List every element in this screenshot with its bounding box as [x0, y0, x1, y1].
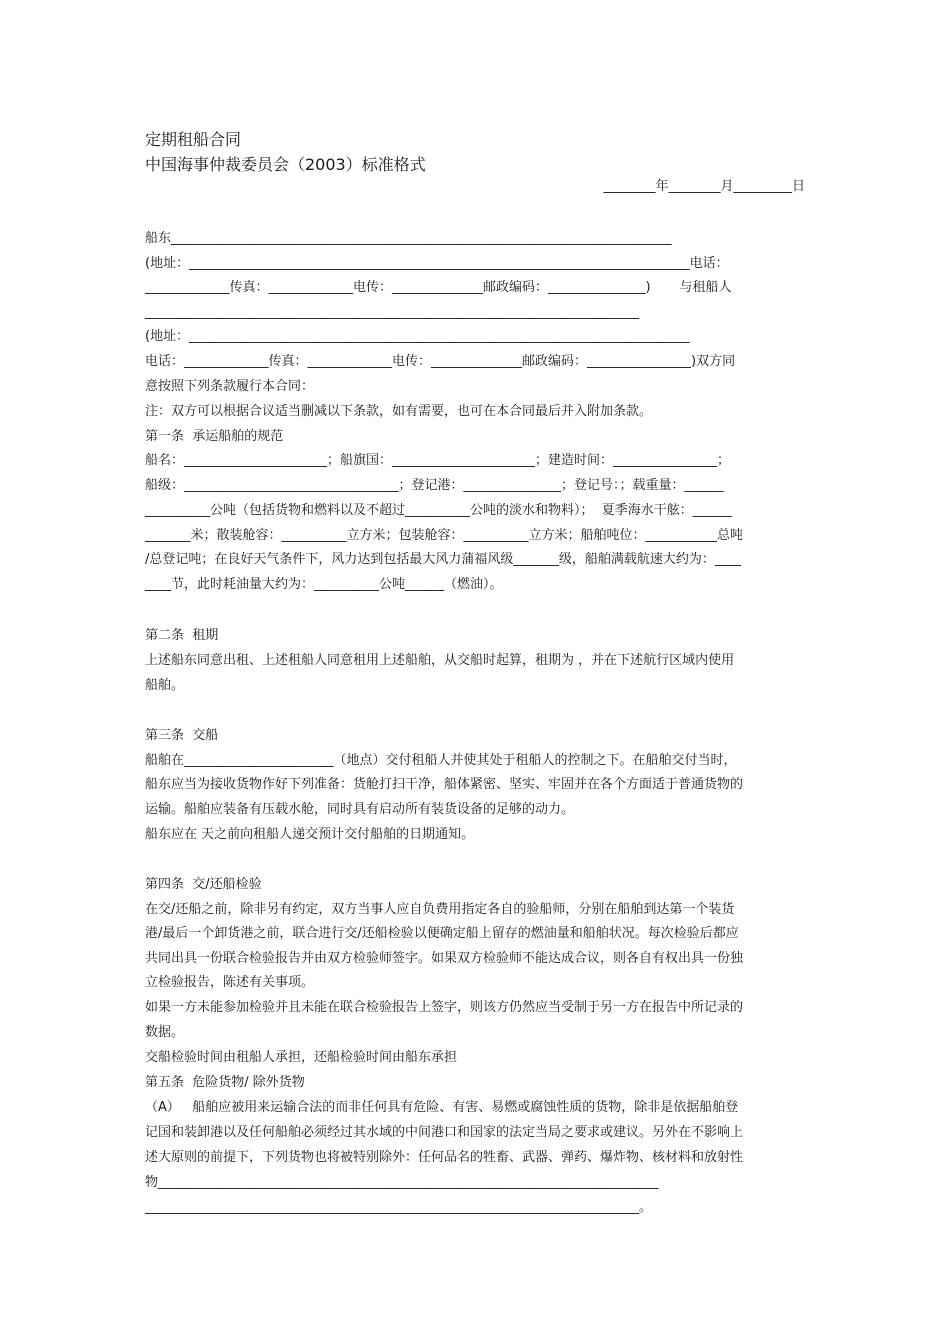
article-2-heading: 第二条 租期: [145, 628, 219, 643]
article-1-heading: 第一条 承运船舶的规范: [145, 429, 284, 444]
article-3-text: 船舶在_______________________（地点）交付租船人并使其处于租船人的控制之下。在船舶交付当时，: [145, 753, 737, 768]
shipowner-address-line: (地址：_____________________________________________________________________________电话：: [145, 256, 729, 271]
article-4-text: 如果一方未能参加检验并且未能在联合检验报告上签字，则该方仍然应当受制于另一方在报告中所记录的: [145, 1000, 744, 1015]
charterer-contact-line: 电话：_____________传真：_____________电传：______________邮政编码：________________)双方同: [145, 354, 736, 369]
charterer-address-line: (地址：_____________________________________________________________________________: [145, 329, 690, 344]
charterer-line: ____________________________________________________________________________: [145, 305, 639, 320]
article-4-text: 交船检验时间由租船人承担，还船检验时间由船东承担: [145, 1050, 458, 1065]
document-subtitle: 中国海事仲裁委员会（2003）标准格式: [145, 155, 426, 174]
shipowner-line: 船东_____________________________________________________________________________: [145, 231, 672, 246]
vessel-spec-line: /总登记吨；在良好天气条件下，风力达到包括最大风力蒲福风级_______级，船舶满载航速大约为：____: [145, 552, 741, 567]
vessel-spec-line: ____节，此时耗油量大约为：__________公吨______（燃油）。: [145, 577, 503, 592]
article-5-text: ____________________________________________________________________________。: [145, 1200, 652, 1215]
article-4-text: 在交/还船之前，除非另有约定，双方当事人应自负费用指定各自的验船师，分别在船舶到达第一个装货: [145, 902, 735, 917]
article-5-text: 记国和装卸港以及任何船舶必须经过其水域的中间港口和国家的法定当局之要求或建议。另外在不影响上: [145, 1125, 744, 1140]
article-2-text: 上述船东同意出租、上述租船人同意租用上述船舶，从交船时起算，租期为 ，并在下述航行区域内使用: [145, 653, 735, 668]
article-3-heading: 第三条 交船: [145, 728, 219, 743]
article-5-text: 述大原则的前提下，下列货物也将被特别除外：任何品名的牲畜、武器、弹药、爆炸物、核材料和放射性: [145, 1150, 744, 1165]
article-2-text: 船舶。: [145, 678, 185, 693]
document-title: 定期租船合同: [145, 130, 242, 149]
article-5-heading: 第五条 危险货物/ 除外货物: [145, 1075, 305, 1090]
article-3-text: 船东应当为接收货物作好下列准备：货舱打扫干净，船体紧密、坚实、牢固并在各个方面适于普通货物的: [145, 777, 744, 792]
article-4-text: 共同出具一份联合检验报告并由双方检验师签字。如果双方检验师不能达成合议，则各自有权出具一份独: [145, 951, 744, 966]
article-3-text: 船东应在 天之前向租船人递交预计交付船舶的日期通知。: [145, 827, 475, 842]
article-4-heading: 第四条 交/还船检验: [145, 877, 262, 892]
vessel-spec-line: 船名：______________________；船旗国：______________________；建造时间：________________；: [145, 453, 731, 468]
date-line: ________年________月_________日: [603, 179, 805, 194]
article-5-text: 物_____________________________________________________________________________: [145, 1175, 659, 1190]
vessel-spec-line: _______米；散装舱容：__________立方米；包装舱容：__________立方米；船舶吨位：___________总吨: [145, 528, 744, 543]
agreement-line: 意按照下列条款履行本合同：: [145, 379, 315, 394]
shipowner-contact-line: _____________传真：_____________电传：______________邮政编码：_______________) 与租船人: [145, 280, 732, 295]
article-3-text: 运输。船舶应装备有压载水舱，同时具有启动所有装货设备的足够的动力。: [145, 802, 575, 817]
article-4-text: 港/最后一个卸货港之前，联合进行交/还船检验以便确定船上留存的燃油量和船舶状况。每次检验后都应: [145, 926, 739, 941]
article-4-text: 数据。: [145, 1025, 185, 1040]
vessel-spec-line: 船级：_________________________________；登记港：_______________；登记号：；载重量：______: [145, 478, 724, 493]
article-4-text: 立检验报告，陈述有关事项。: [145, 975, 315, 990]
vessel-spec-line: __________公吨（包括货物和燃料以及不超过__________公吨的淡水和物料）； 夏季海水干舷：______: [145, 503, 732, 518]
note-line: 注：双方可以根据合议适当删减以下条款，如有需要，也可在本合同最后并入附加条款。: [145, 404, 653, 419]
article-5-text: （A） 船舶应被用来运输合法的而非任何具有危险、有害、易燃或腐蚀性质的货物，除非是依据船舶登: [145, 1100, 739, 1115]
